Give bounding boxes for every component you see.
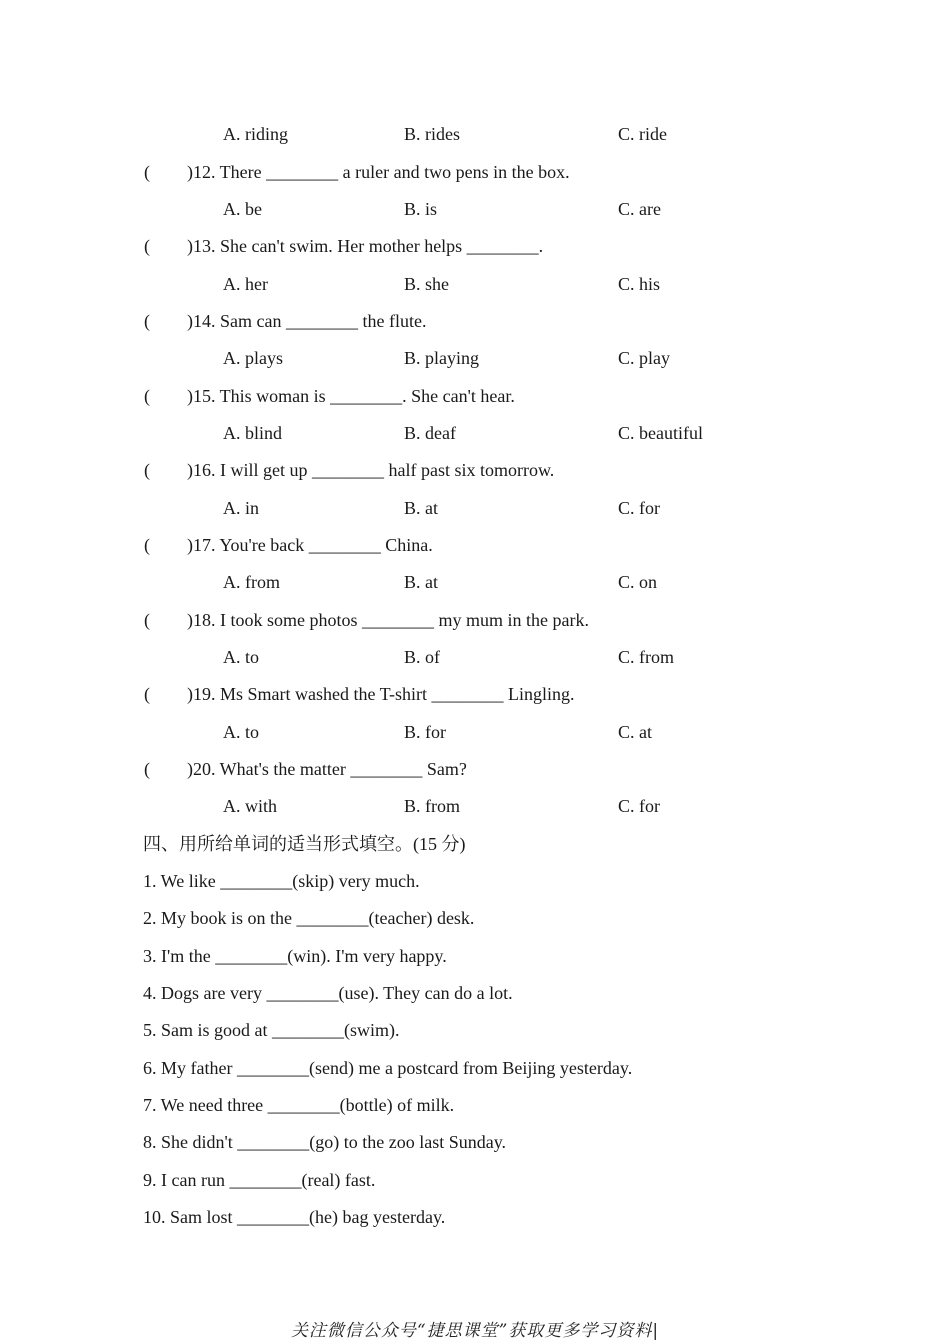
question-text: )15. This woman is ________. She can't hear. (187, 386, 515, 406)
q12-options (0, 196, 950, 222)
option-b: B. she (404, 274, 449, 294)
option-b: B. of (404, 647, 440, 667)
option-c: C. are (618, 199, 661, 219)
answer-blank-paren: ( (144, 610, 150, 630)
fill-item-text: 9. I can run ________(real) fast. (143, 1170, 376, 1190)
fill-item-text: 10. Sam lost ________(he) bag yesterday. (143, 1207, 446, 1227)
option-b: B. from (404, 796, 460, 816)
option-c: C. ride (618, 124, 667, 144)
option-a: A. riding (223, 124, 288, 144)
q15-options (0, 420, 950, 446)
q19-options (0, 719, 950, 745)
option-b: B. at (404, 498, 438, 518)
option-c: C. play (618, 348, 670, 368)
fill-item-text: 2. My book is on the ________(teacher) desk. (143, 908, 475, 928)
fill-item-text: 7. We need three ________(bottle) of milk. (143, 1095, 455, 1115)
fill-item-text: 4. Dogs are very ________(use). They can do a lot. (143, 983, 513, 1003)
question-text: )14. Sam can ________ the flute. (187, 311, 427, 331)
option-a: A. in (223, 498, 259, 518)
option-b: B. deaf (404, 423, 456, 443)
fill-item (0, 980, 950, 1006)
option-b: B. is (404, 199, 438, 219)
option-b: B. rides (404, 124, 460, 144)
question-16 (0, 457, 950, 483)
q17-options (0, 569, 950, 595)
q20-options (0, 793, 950, 819)
answer-blank-paren: ( (144, 386, 150, 406)
fill-item (0, 868, 950, 894)
option-a: A. with (223, 796, 277, 816)
fill-item (0, 905, 950, 931)
fill-item (0, 1204, 950, 1230)
question-18 (0, 607, 950, 633)
fill-item-text: 8. She didn't ________(go) to the zoo last Sunday. (143, 1132, 507, 1152)
option-a: A. plays (223, 348, 283, 368)
fill-item (0, 1167, 950, 1193)
answer-blank-paren: ( (144, 236, 150, 256)
q16-options (0, 495, 950, 521)
question-14 (0, 308, 950, 334)
fill-item-text: 6. My father ________(send) me a postcard from Beijing yesterday. (143, 1058, 633, 1078)
fill-item (0, 1017, 950, 1043)
question-20 (0, 756, 950, 782)
option-b: B. playing (404, 348, 479, 368)
q13-options (0, 271, 950, 297)
option-c: C. his (618, 274, 661, 294)
question-19 (0, 681, 950, 707)
answer-blank-paren: ( (144, 460, 150, 480)
question-text: )18. I took some photos ________ my mum in the park. (187, 610, 589, 630)
answer-blank-paren: ( (144, 162, 150, 182)
question-text: )19. Ms Smart washed the T-shirt ________ Lingling. (187, 684, 575, 704)
option-c: C. for (618, 796, 660, 816)
option-b: B. for (404, 722, 446, 742)
fill-item-text: 1. We like ________(skip) very much. (143, 871, 420, 891)
fill-item (0, 943, 950, 969)
q18-options (0, 644, 950, 670)
option-b: B. at (404, 572, 438, 592)
section-heading: 四、用所给单词的适当形式填空。(15 分) (143, 834, 466, 854)
question-text: )13. She can't swim. Her mother helps ________. (187, 236, 544, 256)
option-c: C. beautiful (618, 423, 703, 443)
question-text: )16. I will get up ________ half past six tomorrow. (187, 460, 555, 480)
q11-options (0, 121, 950, 147)
option-c: C. from (618, 647, 674, 667)
question-13 (0, 233, 950, 259)
section-4-heading-row (0, 831, 950, 857)
option-a: A. to (223, 647, 259, 667)
answer-blank-paren: ( (144, 311, 150, 331)
option-c: C. for (618, 498, 660, 518)
fill-item-text: 3. I'm the ________(win). I'm very happy. (143, 946, 447, 966)
answer-blank-paren: ( (144, 759, 150, 779)
question-text: )20. What's the matter ________ Sam? (187, 759, 467, 779)
option-a: A. from (223, 572, 280, 592)
option-a: A. blind (223, 423, 283, 443)
option-a: A. to (223, 722, 259, 742)
option-c: C. at (618, 722, 652, 742)
fill-item (0, 1092, 950, 1118)
question-17 (0, 532, 950, 558)
question-12 (0, 159, 950, 185)
option-c: C. on (618, 572, 658, 592)
fill-item-text: 5. Sam is good at ________(swim). (143, 1020, 400, 1040)
answer-blank-paren: ( (144, 684, 150, 704)
question-text: )17. You're back ________ China. (187, 535, 433, 555)
option-a: A. her (223, 274, 268, 294)
fill-item (0, 1055, 950, 1081)
option-a: A. be (223, 199, 262, 219)
fill-item (0, 1129, 950, 1155)
question-text: )12. There ________ a ruler and two pens in the box. (187, 162, 570, 182)
answer-blank-paren: ( (144, 535, 150, 555)
question-15 (0, 383, 950, 409)
footer-watermark: 关注微信公众号“捷思课堂”获取更多学习资料| (290, 1321, 660, 1341)
q14-options (0, 345, 950, 371)
